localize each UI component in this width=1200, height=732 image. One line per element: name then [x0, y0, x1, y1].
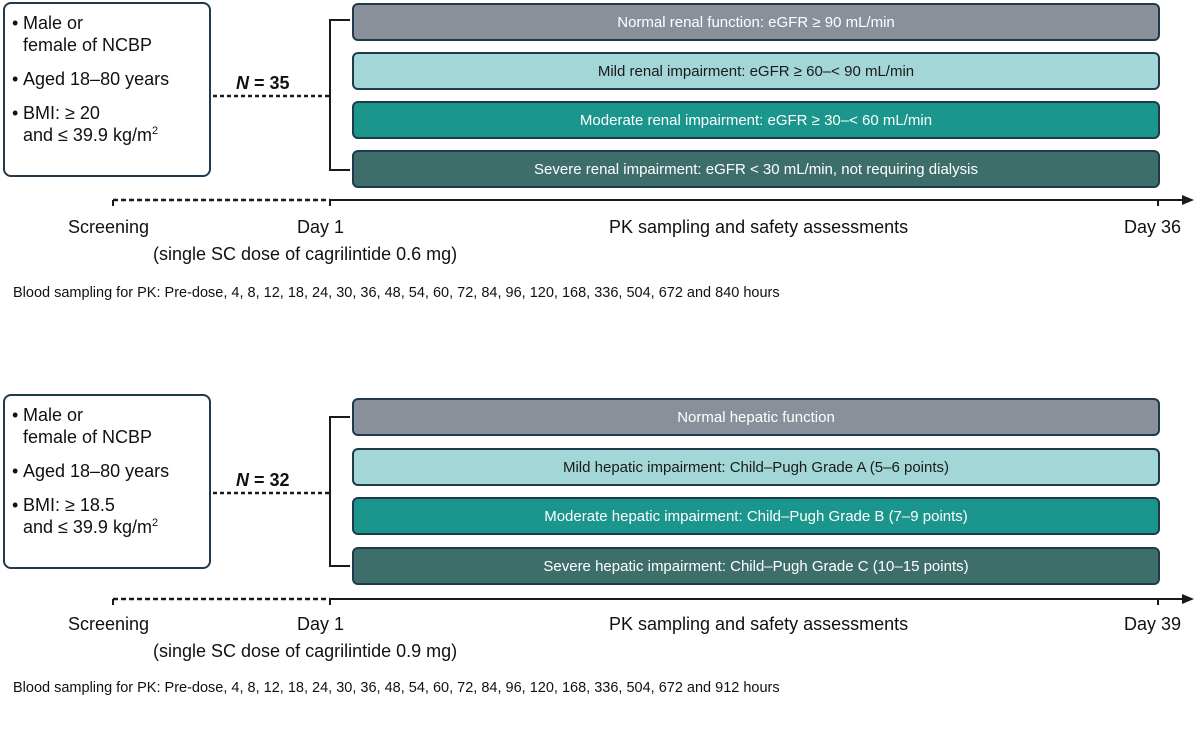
eligibility-criteria-box [3, 2, 211, 177]
criterion-sex-line-1: • Male or [23, 13, 84, 33]
renal-study-panel [0, 0, 1200, 340]
sample-size-label [236, 470, 306, 491]
assessments-label: PK sampling and safety assessments [609, 217, 909, 237]
criterion-age-line: • Aged 18–80 years [23, 461, 170, 481]
criterion-bmi-line-2: and ≤ 39.9 kg/m [23, 125, 152, 145]
criterion-bmi-line-2: and ≤ 39.9 kg/m [23, 517, 152, 537]
pk-sampling-schedule: Blood sampling for PK: Pre-dose, 4, 8, 12, 18, 24, 30, 36, 48, 54, 60, 72, 84, 96, 120, 168, 336, 504, 672 and 912 hours [13, 680, 780, 696]
group-label: Moderate hepatic impairment: Child–Pugh Grade B (7–9 points) [544, 507, 968, 525]
group-label: Mild renal impairment: eGFR ≥ 60–< 90 mL/min [597, 62, 915, 80]
dose-label: (single SC dose of cagrilintide 0.6 mg) [153, 244, 458, 264]
group-severe-renal [352, 150, 1160, 188]
group-label: Mild hepatic impairment: Child–Pugh Grade A (5–6 points) [562, 458, 950, 476]
criterion-bmi [23, 494, 209, 538]
screening-label: Screening [68, 217, 150, 237]
group-mild-renal [352, 52, 1160, 90]
criterion-sex [23, 12, 209, 56]
eligibility-criteria-box [3, 394, 211, 569]
n-symbol: N [236, 73, 249, 93]
sample-size-label [236, 73, 306, 94]
criterion-bmi [23, 102, 209, 146]
criterion-age [23, 460, 209, 482]
criterion-sex-line-1: • Male or [23, 405, 84, 425]
criterion-bmi-line-1: • BMI: ≥ 20 [23, 103, 100, 123]
assessments-label: PK sampling and safety assessments [609, 614, 909, 634]
group-label: Severe hepatic impairment: Child–Pugh Grade C (10–15 points) [543, 557, 969, 575]
criterion-sex-line-2: female of NCBP [23, 35, 153, 55]
end-day-label: Day 36 [1124, 217, 1182, 237]
pk-sampling-schedule: Blood sampling for PK: Pre-dose, 4, 8, 12, 18, 24, 30, 36, 48, 54, 60, 72, 84, 96, 120, 168, 336, 504, 672 and 840 hours [13, 285, 780, 301]
criterion-sex [23, 404, 209, 448]
dose-label: (single SC dose of cagrilintide 0.9 mg) [153, 641, 458, 661]
criterion-sex-line-2: female of NCBP [23, 427, 153, 447]
group-severe-hepatic [352, 547, 1160, 585]
criterion-age [23, 68, 209, 90]
n-value: = 35 [254, 73, 290, 93]
group-mild-hepatic [352, 448, 1160, 486]
criterion-bmi-line-2-wrap [23, 124, 209, 146]
group-normal-hepatic [352, 398, 1160, 436]
n-value: = 32 [254, 470, 290, 490]
group-label: Moderate renal impairment: eGFR ≥ 30–< 60 mL/min [579, 111, 933, 129]
n-symbol: N [236, 470, 249, 490]
screening-label: Screening [68, 614, 150, 634]
group-moderate-renal [352, 101, 1160, 139]
day1-label: Day 1 [297, 614, 345, 634]
superscript-2: 2 [151, 517, 159, 529]
group-label: Severe renal impairment: eGFR < 30 mL/min, not requiring dialysis [534, 160, 978, 178]
criterion-age-line: • Aged 18–80 years [23, 69, 170, 89]
criterion-bmi-line-1: • BMI: ≥ 18.5 [23, 495, 115, 515]
hepatic-study-panel [0, 392, 1200, 732]
group-normal-renal [352, 3, 1160, 41]
criterion-bmi-line-2-wrap [23, 516, 209, 538]
group-moderate-hepatic [352, 497, 1160, 535]
end-day-label: Day 39 [1124, 614, 1182, 634]
day1-label: Day 1 [297, 217, 345, 237]
superscript-2: 2 [151, 125, 159, 137]
group-label: Normal renal function: eGFR ≥ 90 mL/min [617, 13, 895, 31]
group-label: Normal hepatic function [677, 408, 835, 426]
